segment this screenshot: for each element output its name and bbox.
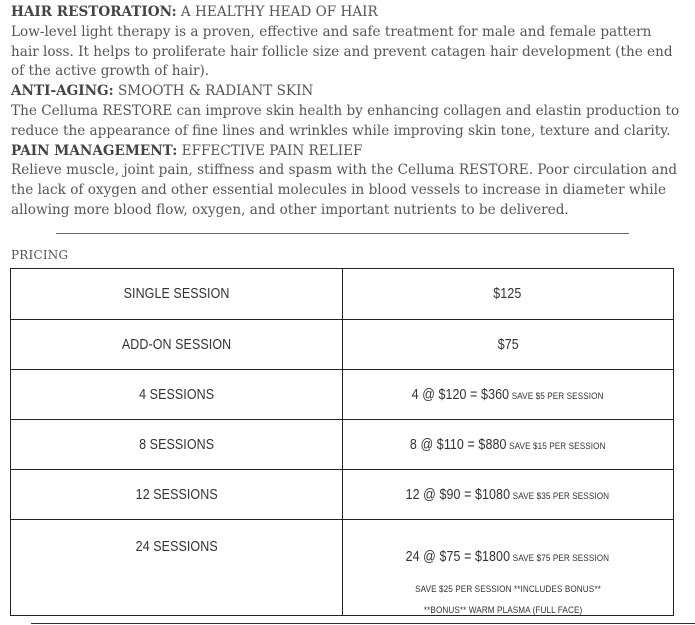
table-row: [11, 420, 674, 470]
pain-management-heading: [11, 142, 681, 162]
session-name-cell: [11, 470, 343, 520]
pain-management-body: Relieve muscle, joint pain, stiffness and spasm with the Celluma RESTORE. Poor circulation and the lack of oxygen and other essential molecules in blood vessels to increase in diameter while allowing more blood flow, oxygen, and other important nutrients to be delivered.: [11, 162, 678, 218]
hair-restoration-title: HAIR RESTORATION:: [11, 4, 177, 20]
session-name: 24 SESSIONS: [135, 539, 218, 555]
session-price: 8 @ $110 = $880: [409, 436, 507, 453]
anti-aging-title: ANTI-AGING:: [11, 83, 114, 100]
hair-restoration-body: Low-level light therapy is a proven, effective and safe treatment for male and female pattern hair loss. It helps to proliferate hair follicle size and prevent catagen hair development (the end of the active growth of hair).: [11, 23, 673, 80]
session-name-cell: [11, 320, 343, 370]
session-name-cell: [11, 520, 343, 616]
pricing-label: PRICING: [11, 248, 69, 262]
session-name-cell: [11, 269, 343, 320]
table-row: [11, 269, 674, 320]
savings-note: SAVE $75 PER SESSION: [513, 552, 610, 564]
session-price-cell: [342, 370, 674, 420]
session-name: ADD-ON SESSION: [121, 336, 231, 353]
anti-aging-subtitle: SMOOTH & RADIANT SKIN: [113, 83, 314, 100]
session-name-cell: [11, 370, 343, 420]
session-name: 4 SESSIONS: [138, 386, 214, 403]
savings-note: SAVE $5 PER SESSION: [511, 390, 604, 402]
anti-aging-heading: [11, 82, 681, 102]
session-name: SINGLE SESSION: [123, 286, 230, 302]
hair-restoration-subtitle: A HEALTHY HEAD OF HAIR: [176, 4, 378, 20]
session-price: 24 @ $75 = $1800: [405, 548, 511, 565]
hair-restoration-heading: [11, 3, 681, 23]
session-name-cell: [11, 420, 343, 470]
session-price-cell: [342, 320, 674, 370]
session-price-cell: [342, 470, 674, 520]
table-row: [11, 370, 674, 420]
session-name: 8 SESSIONS: [138, 436, 214, 453]
table-row: [11, 470, 674, 520]
table-row: [11, 520, 674, 616]
session-price-cell: [342, 269, 674, 320]
savings-note: SAVE $15 PER SESSION: [509, 440, 606, 452]
services-description: [11, 3, 681, 221]
session-price: $125: [493, 286, 522, 302]
table-row: [11, 320, 674, 370]
session-price-cell: [342, 520, 674, 616]
section-divider: [56, 233, 629, 234]
anti-aging-body: The Celluma RESTORE can improve skin health by enhancing collagen and elastin production to reduce the appearance of fine lines and wrinkles while improving skin tone, texture and clarity.: [11, 102, 680, 139]
pain-management-subtitle: EFFECTIVE PAIN RELIEF: [177, 142, 363, 159]
bonus-note: [400, 605, 606, 616]
session-price: 12 @ $90 = $1080: [405, 486, 511, 503]
session-price: 4 @ $120 = $360: [411, 386, 510, 403]
session-price-cell: [342, 420, 674, 470]
bonus-savings-note: SAVE $25 PER SESSION **INCLUDES BONUS**: [414, 583, 601, 595]
pricing-table: [10, 268, 674, 616]
session-name: 12 SESSIONS: [135, 486, 218, 503]
bottom-divider: [31, 623, 695, 624]
bonus-text: **BONUS** WARM PLASMA (FULL FACE): [423, 605, 583, 616]
savings-note: SAVE $35 PER SESSION: [513, 490, 610, 502]
session-price: $75: [497, 336, 519, 353]
pain-management-title: PAIN MANAGEMENT:: [11, 142, 178, 159]
